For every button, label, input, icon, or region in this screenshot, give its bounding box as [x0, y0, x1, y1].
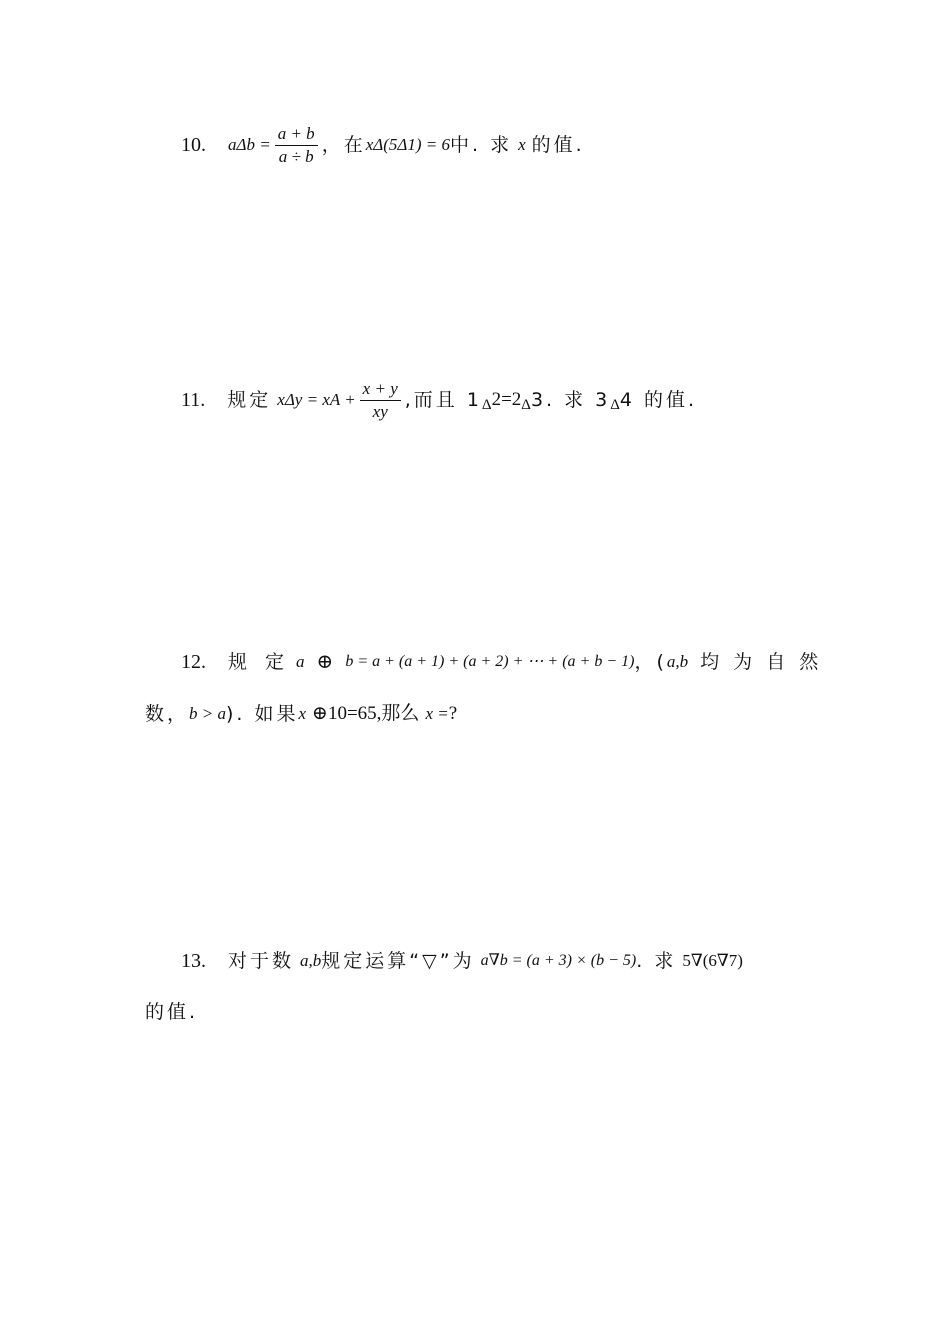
text: ，在	[321, 134, 366, 156]
text: 对于数	[228, 950, 295, 972]
fraction-numerator: x + y	[362, 378, 398, 398]
fraction	[275, 123, 318, 168]
definition: a∇b = (a + 3) × (b − 5)	[480, 952, 637, 969]
text: 3. 求 3	[530, 389, 611, 411]
equation: xΔ(5Δ1) = 6	[365, 135, 450, 154]
text: ). 如果	[226, 703, 299, 725]
expression: 5∇(6∇7)	[682, 951, 743, 970]
delta-symbol: Δ	[521, 397, 531, 413]
problem-12-line-1	[181, 647, 822, 677]
text: 中. 求	[450, 134, 513, 156]
text: ,而且 1	[404, 389, 482, 411]
problem-11	[181, 375, 697, 425]
fraction	[360, 378, 401, 423]
text: 规 定	[228, 651, 291, 673]
fraction-numerator: a + b	[277, 123, 315, 143]
problem-number: 11.	[181, 389, 206, 411]
delta-symbol: Δ	[481, 397, 492, 413]
formula: b = a + (a + 1) + (a + 2) + ⋯ + (a + b − 1)	[345, 653, 635, 670]
text: 规定	[227, 389, 272, 411]
problem-13-line-1	[181, 946, 743, 976]
text: 数，	[145, 703, 190, 725]
variables: a,b	[300, 951, 322, 970]
text: ，(	[634, 651, 667, 673]
fraction-denominator: a ÷ b	[278, 146, 314, 166]
delta-symbol: Δ	[610, 397, 620, 413]
formula-lhs: aΔb =	[228, 135, 271, 154]
text: 的值.	[531, 134, 585, 156]
condition: b > a	[189, 704, 226, 723]
text: 的值.	[145, 1001, 199, 1023]
problem-number: 10.	[181, 134, 206, 156]
variable: a	[296, 652, 305, 671]
variable: x =	[425, 704, 449, 723]
text: 规定运算“▽”为	[321, 950, 475, 972]
problem-number: 13.	[181, 950, 206, 972]
text: 均 为 自 然	[700, 651, 823, 673]
formula-lhs: xΔy = xA +	[277, 390, 356, 409]
variables: a,b	[666, 652, 689, 671]
text: 4 的值.	[619, 389, 698, 411]
fraction-denominator: xy	[372, 401, 388, 421]
problem-10	[181, 122, 585, 168]
problem-13-line-2	[145, 997, 198, 1027]
text: 2=2	[491, 389, 522, 410]
problem-12-line-2	[145, 699, 457, 729]
text: ⊕10=65,那么	[312, 703, 420, 724]
variable: x	[518, 135, 526, 154]
oplus-symbol: ⊕	[316, 651, 334, 673]
text: ?	[448, 703, 458, 724]
problem-number: 12.	[181, 651, 206, 673]
text: . 求	[636, 950, 677, 972]
variable: x	[298, 704, 307, 723]
